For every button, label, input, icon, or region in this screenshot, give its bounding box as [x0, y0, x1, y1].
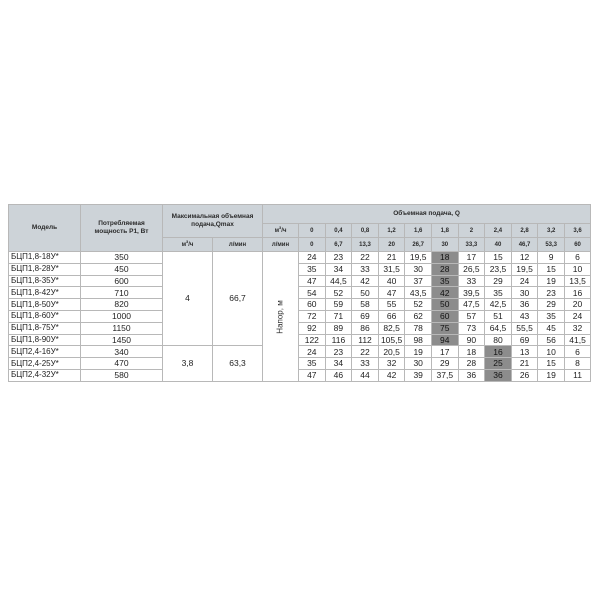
head-value-cell: 31,5: [378, 263, 405, 275]
q-m3h-value: 1,8: [431, 224, 458, 238]
qmax-m3h-cell: 4: [163, 252, 213, 346]
q-m3h-value: 0,4: [325, 224, 352, 238]
q-lpm-value: 53,3: [538, 238, 565, 252]
head-value-cell: 10: [564, 263, 590, 275]
head-value-cell: 24: [299, 252, 326, 264]
head-value-cell: 12: [511, 252, 538, 264]
power-cell: 450: [81, 263, 163, 275]
head-value-cell: 43,5: [405, 287, 432, 299]
head-value-cell: 60: [299, 299, 326, 311]
head-value-cell: 42,5: [485, 299, 512, 311]
head-value-cell: 47: [299, 369, 326, 381]
q-lpm-value: 46,7: [511, 238, 538, 252]
q-m3h-value: 0,8: [352, 224, 379, 238]
head-value-cell: 51: [485, 310, 512, 322]
head-value-cell: 34: [325, 358, 352, 370]
head-value-cell: 43: [511, 310, 538, 322]
head-value-cell: 34: [325, 263, 352, 275]
head-value-cell: 78: [405, 322, 432, 334]
head-value-cell: 33: [458, 275, 485, 287]
head-value-cell: 37,5: [431, 369, 458, 381]
power-cell: 1150: [81, 322, 163, 334]
head-value-cell: 86: [352, 322, 379, 334]
q-m3h-value: 1,2: [378, 224, 405, 238]
power-header: Потребляемая мощность P1, Вт: [81, 205, 163, 252]
head-value-cell: 32: [378, 358, 405, 370]
power-cell: 820: [81, 299, 163, 311]
head-value-cell: 94: [431, 334, 458, 346]
head-value-cell: 8: [564, 358, 590, 370]
table-row: [9, 287, 591, 299]
head-value-cell: 42: [431, 287, 458, 299]
head-value-cell: 73: [458, 322, 485, 334]
head-value-cell: 89: [325, 322, 352, 334]
power-cell: 600: [81, 275, 163, 287]
head-value-cell: 55: [378, 299, 405, 311]
head-value-cell: 44: [352, 369, 379, 381]
q-m3h-value: 1,6: [405, 224, 432, 238]
head-value-cell: 80: [485, 334, 512, 346]
q-lpm-value: 26,7: [405, 238, 432, 252]
head-value-cell: 26: [511, 369, 538, 381]
power-cell: 340: [81, 346, 163, 358]
head-value-cell: 10: [538, 346, 565, 358]
head-value-cell: 21: [511, 358, 538, 370]
table-row: [9, 252, 591, 264]
q-m3h-value: 2,4: [485, 224, 512, 238]
head-value-cell: 23: [538, 287, 565, 299]
head-value-cell: 18: [458, 346, 485, 358]
head-value-cell: 112: [352, 334, 379, 346]
head-value-cell: 25: [485, 358, 512, 370]
head-value-cell: 15: [485, 252, 512, 264]
unit-lpm-label: л/мин: [263, 238, 299, 252]
head-value-cell: 57: [458, 310, 485, 322]
q-lpm-value: 40: [485, 238, 512, 252]
unit-m3h-label: $м^3/ч$: [163, 238, 213, 252]
head-value-cell: 45: [538, 322, 565, 334]
model-cell: БЦП1,8-42У*: [9, 287, 81, 299]
q-lpm-value: 0: [299, 238, 326, 252]
head-value-cell: 50: [431, 299, 458, 311]
model-cell: БЦП1,8-75У*: [9, 322, 81, 334]
head-value-cell: 17: [458, 252, 485, 264]
power-cell: 350: [81, 252, 163, 264]
head-value-cell: 90: [458, 334, 485, 346]
head-value-cell: 33: [352, 263, 379, 275]
q-lpm-value: 20: [378, 238, 405, 252]
head-value-cell: 24: [511, 275, 538, 287]
model-cell: БЦП1,8-60У*: [9, 310, 81, 322]
head-value-cell: 52: [325, 287, 352, 299]
head-value-cell: 35: [299, 358, 326, 370]
head-value-cell: 44,5: [325, 275, 352, 287]
power-cell: 580: [81, 369, 163, 381]
model-header: Модель: [9, 205, 81, 252]
table-row: [9, 334, 591, 346]
head-value-cell: 42: [378, 369, 405, 381]
head-value-cell: 22: [352, 346, 379, 358]
model-cell: БЦП2,4-16У*: [9, 346, 81, 358]
head-value-cell: 9: [538, 252, 565, 264]
head-value-cell: 69: [511, 334, 538, 346]
qmax-lpm-cell: 63,3: [213, 346, 263, 381]
head-value-cell: 55,5: [511, 322, 538, 334]
head-value-cell: 22: [352, 252, 379, 264]
model-cell: БЦП1,8-18У*: [9, 252, 81, 264]
head-value-cell: 71: [325, 310, 352, 322]
head-value-cell: 37: [405, 275, 432, 287]
table-row: [9, 275, 591, 287]
head-value-cell: 35: [538, 310, 565, 322]
head-value-cell: 42: [352, 275, 379, 287]
head-value-cell: 35: [299, 263, 326, 275]
head-value-cell: 36: [458, 369, 485, 381]
header-row: [9, 205, 591, 224]
head-value-cell: 19: [405, 346, 432, 358]
head-value-cell: 29: [485, 275, 512, 287]
head-value-cell: 19,5: [511, 263, 538, 275]
head-value-cell: 47: [378, 287, 405, 299]
q-m3h-value: 0: [299, 224, 326, 238]
head-value-cell: 26,5: [458, 263, 485, 275]
model-cell: БЦП2,4-25У*: [9, 358, 81, 370]
head-value-cell: 122: [299, 334, 326, 346]
head-value-cell: 6: [564, 346, 590, 358]
head-value-cell: 19: [538, 369, 565, 381]
q-m3h-value: 3,6: [564, 224, 590, 238]
head-value-cell: 24: [564, 310, 590, 322]
head-label-cell: [263, 252, 299, 382]
head-value-cell: 41,5: [564, 334, 590, 346]
head-value-cell: 18: [431, 252, 458, 264]
head-value-cell: 29: [431, 358, 458, 370]
head-value-cell: 15: [538, 263, 565, 275]
head-value-cell: 40: [378, 275, 405, 287]
model-cell: БЦП1,8-90У*: [9, 334, 81, 346]
unit-m3h-label: $м^3/ч$: [263, 224, 299, 238]
head-value-cell: 33: [352, 358, 379, 370]
head-value-cell: 32: [564, 322, 590, 334]
head-value-cell: 19,5: [405, 252, 432, 264]
head-value-cell: 54: [299, 287, 326, 299]
head-value-cell: 35: [431, 275, 458, 287]
head-value-cell: 62: [405, 310, 432, 322]
head-value-cell: 13,5: [564, 275, 590, 287]
head-value-cell: 39: [405, 369, 432, 381]
qmax-m3h-cell: 3,8: [163, 346, 213, 381]
head-value-cell: 75: [431, 322, 458, 334]
head-value-cell: 82,5: [378, 322, 405, 334]
table-row: [9, 299, 591, 311]
power-cell: 1000: [81, 310, 163, 322]
head-value-cell: 35: [485, 287, 512, 299]
table-row: [9, 263, 591, 275]
table-row: [9, 369, 591, 381]
head-value-cell: 64,5: [485, 322, 512, 334]
head-value-cell: 28: [431, 263, 458, 275]
unit-lpm-label: л/мин: [213, 238, 263, 252]
head-value-cell: 20: [564, 299, 590, 311]
head-value-cell: 52: [405, 299, 432, 311]
head-value-cell: 47,5: [458, 299, 485, 311]
head-value-cell: 23: [325, 252, 352, 264]
head-value-cell: 39,5: [458, 287, 485, 299]
table-row: [9, 358, 591, 370]
head-value-cell: 66: [378, 310, 405, 322]
head-value-cell: 46: [325, 369, 352, 381]
q-lpm-value: 30: [431, 238, 458, 252]
head-value-cell: 20,5: [378, 346, 405, 358]
head-value-cell: 59: [325, 299, 352, 311]
table-row: [9, 322, 591, 334]
q-lpm-value: 13,3: [352, 238, 379, 252]
model-cell: БЦП2,4-32У*: [9, 369, 81, 381]
max-flow-header: Максимальная объемная подача,Qmax: [163, 205, 263, 238]
head-value-cell: 23: [325, 346, 352, 358]
head-value-cell: 47: [299, 275, 326, 287]
head-value-cell: 30: [405, 263, 432, 275]
q-lpm-value: 33,3: [458, 238, 485, 252]
head-value-cell: 36: [485, 369, 512, 381]
q-lpm-value: 6,7: [325, 238, 352, 252]
head-value-cell: 19: [538, 275, 565, 287]
head-value-cell: 69: [352, 310, 379, 322]
q-m3h-value: 2,8: [511, 224, 538, 238]
head-value-cell: 16: [564, 287, 590, 299]
table-row: [9, 346, 591, 358]
head-value-cell: 58: [352, 299, 379, 311]
q-m3h-value: 3,2: [538, 224, 565, 238]
head-value-cell: 98: [405, 334, 432, 346]
head-value-cell: 13: [511, 346, 538, 358]
head-value-cell: 105,5: [378, 334, 405, 346]
table-row: [9, 310, 591, 322]
head-value-cell: 17: [431, 346, 458, 358]
flow-header: Объемная подача, Q: [263, 205, 591, 224]
head-value-cell: 15: [538, 358, 565, 370]
head-value-cell: 29: [538, 299, 565, 311]
head-value-cell: 116: [325, 334, 352, 346]
pump-spec-table: [8, 204, 591, 382]
head-value-cell: 56: [538, 334, 565, 346]
head-value-cell: 60: [431, 310, 458, 322]
power-cell: 1450: [81, 334, 163, 346]
head-value-cell: 36: [511, 299, 538, 311]
head-value-cell: 50: [352, 287, 379, 299]
head-value-cell: 21: [378, 252, 405, 264]
head-value-cell: 11: [564, 369, 590, 381]
head-value-cell: 28: [458, 358, 485, 370]
q-lpm-value: 60: [564, 238, 590, 252]
head-value-cell: 30: [405, 358, 432, 370]
q-m3h-value: 2: [458, 224, 485, 238]
head-value-cell: 72: [299, 310, 326, 322]
model-cell: БЦП1,8-35У*: [9, 275, 81, 287]
head-value-cell: 30: [511, 287, 538, 299]
head-value-cell: 92: [299, 322, 326, 334]
qmax-lpm-cell: 66,7: [213, 252, 263, 346]
head-label: Напор, м: [275, 300, 285, 334]
model-cell: БЦП1,8-50У*: [9, 299, 81, 311]
power-cell: 710: [81, 287, 163, 299]
model-cell: БЦП1,8-28У*: [9, 263, 81, 275]
power-cell: 470: [81, 358, 163, 370]
head-value-cell: 24: [299, 346, 326, 358]
head-value-cell: 6: [564, 252, 590, 264]
head-value-cell: 16: [485, 346, 512, 358]
pump-spec-table-container: [8, 204, 591, 382]
head-value-cell: 23,5: [485, 263, 512, 275]
